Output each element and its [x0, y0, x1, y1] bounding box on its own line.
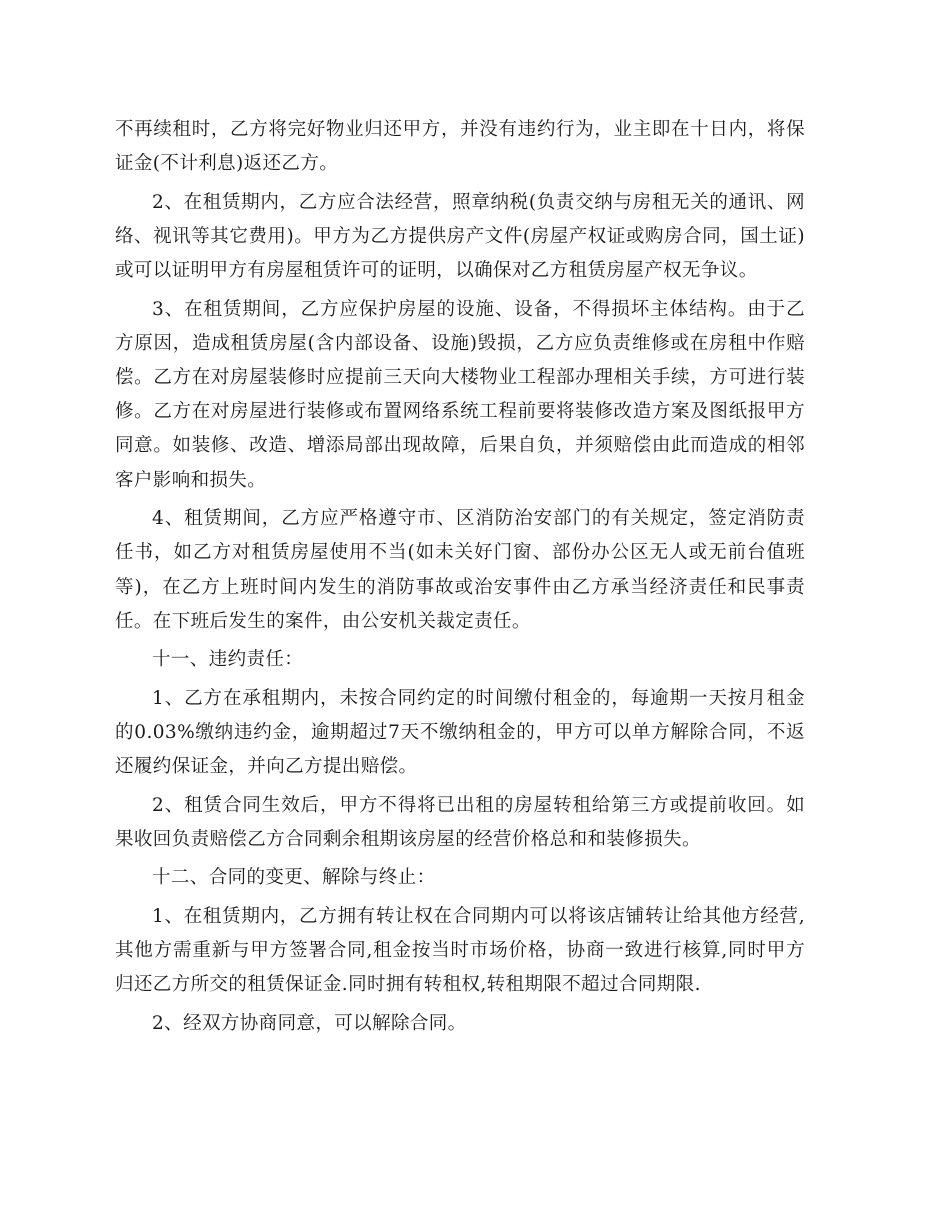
paragraph-clause-3-maintenance: 3、在租赁期间，乙方应保护房屋的设施、设备，不得损坏主体结构。由于乙方原因，造成租赁房屋(含内部设备、设施)毁损，乙方应负责维修或在房租中作赔偿。乙方在对房屋装修时应提前三天向大楼物业工程部办理相关手续，方可进行装修。乙方在对房屋进行装修或布置网络系统工程前要将装修改造方案及图纸报甲方同意。如装修、改造、增添局部出现故障，后果自负，并须赔偿由此而造成的相邻客户影响和损失。 — [115, 298, 805, 491]
document-body — [115, 113, 805, 1045]
section-heading-breach: 十一、违约责任： — [152, 649, 304, 671]
paragraph-termination-1: 1、在租赁期内，乙方拥有转让权在合同期内可以将该店铺转让给其他方经营,其他方需重新与甲方签署合同,租金按当时市场价格，协商一致进行核算,同时甲方归还乙方所交的租赁保证金.同时拥有转租权,转租期限不超过合同期限. — [115, 905, 805, 996]
section-heading-termination: 十二、合同的变更、解除与终止： — [152, 867, 436, 889]
paragraph-termination-2: 2、经双方协商同意，可以解除合同。 — [152, 1012, 467, 1034]
paragraph-breach-2: 2、租赁合同生效后，甲方不得将已出租的房屋转租给第三方或提前收回。如果收回负责赔偿乙方合同剩余租期该房屋的经营价格总和和装修损失。 — [115, 794, 805, 850]
paragraph-clause-2-tax: 2、在租赁期内，乙方应合法经营，照章纳税(负责交纳与房租无关的通讯、网络、视讯等其它费用)。甲方为乙方提供房产文件(房屋产权证或购房合同，国土证)或可以证明甲方有房屋租赁许可的证明，以确保对乙方租赁房屋产权无争议。 — [115, 191, 805, 282]
paragraph-continuation: 不再续租时，乙方将完好物业归还甲方，并没有违约行为，业主即在十日内，将保证金(不计利息)返还乙方。 — [115, 119, 805, 175]
paragraph-breach-1: 1、乙方在承租期内，未按合同约定的时间缴付租金的，每逾期一天按月租金的0.03%缴纳违约金，逾期超过7天不缴纳租金的，甲方可以单方解除合同，不返还履约保证金，并向乙方提出赔偿。 — [115, 687, 805, 778]
paragraph-clause-4-fire-safety: 4、租赁期间，乙方应严格遵守市、区消防治安部门的有关规定，签定消防责任书，如乙方对租赁房屋使用不当(如未关好门窗、部份办公区无人或无前台值班等)，在乙方上班时间内发生的消防事故或治安事件由乙方承当经济责任和民事责任。在下班后发生的案件，由公安机关裁定责任。 — [115, 508, 805, 632]
